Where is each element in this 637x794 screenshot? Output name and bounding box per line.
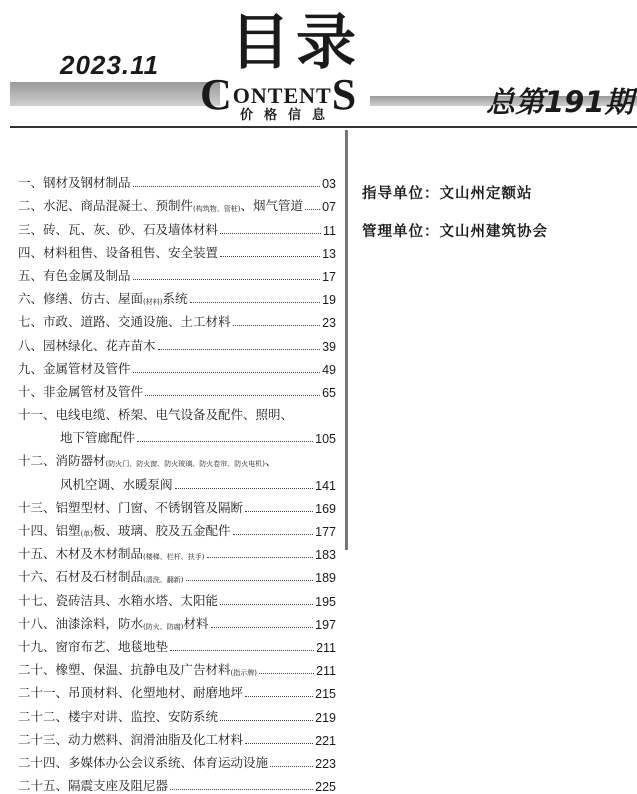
- toc-label: 材料租售、设备租售、安全装置: [43, 244, 219, 260]
- toc-label: 铝塑: [55, 523, 81, 538]
- toc-leader-dots: [220, 720, 313, 721]
- toc-number: 十八、: [18, 615, 56, 631]
- toc-page-number: 19: [322, 293, 336, 308]
- toc-leader-dots: [133, 372, 321, 373]
- toc-note: (构筑物、管桩): [193, 205, 241, 214]
- toc-page-number: 219: [315, 710, 336, 725]
- toc-label: 砖、瓦、灰、砂、石及墙体材料: [43, 221, 219, 237]
- manage-unit: 管理单位：文山州建筑协会: [362, 224, 548, 240]
- guide-unit: 指导单位：文山州定额站: [362, 186, 533, 202]
- toc-label: 市政、道路、交通设施、土工材料: [43, 314, 231, 330]
- contents-first-letter: C: [200, 70, 233, 119]
- toc-number: 十四、: [18, 523, 56, 538]
- toc-label: 瓷砖洁具、水箱水塔、太阳能: [55, 592, 219, 608]
- toc-entry[interactable]: [18, 632, 336, 655]
- toc-leader-dots: [305, 209, 320, 210]
- toc-entry[interactable]: [18, 771, 336, 794]
- toc-number: 十三、: [18, 499, 56, 515]
- toc-page-number: 211: [316, 640, 336, 655]
- toc-leader-dots: [186, 580, 314, 581]
- toc-leader-dots: [233, 534, 314, 535]
- toc-leader-dots: [259, 673, 314, 674]
- toc-label: 风机空调、水暖泵阀: [60, 476, 173, 492]
- toc-entry[interactable]: [18, 168, 336, 191]
- toc-number: 四、: [18, 244, 44, 260]
- toc-number: 二十五、: [18, 778, 69, 794]
- toc-label-tail: 材料: [183, 615, 209, 631]
- subtitle: 价格信息: [240, 108, 337, 123]
- issue-number: 总第191期: [486, 85, 634, 119]
- toc-label: 油漆涂料，防水: [55, 615, 144, 631]
- toc-label-tail: 板、玻璃、胶及五金配件: [93, 523, 231, 538]
- contents-last-letter: S: [331, 70, 358, 119]
- toc-entry[interactable]: [18, 725, 336, 748]
- toc-entry[interactable]: [18, 655, 336, 678]
- toc-note: (楼梯、栏杆、扶手): [143, 553, 205, 562]
- toc-page-number: 177: [315, 525, 336, 539]
- toc-entry[interactable]: [18, 377, 336, 400]
- toc-number: 三、: [18, 221, 44, 237]
- toc-number: 二十二、: [18, 708, 69, 724]
- toc-number: 十七、: [18, 592, 56, 608]
- toc-leader-dots: [137, 441, 313, 442]
- toc-page-number: 49: [322, 362, 336, 377]
- header-band-left: [10, 82, 220, 106]
- toc-leader-dots: [207, 557, 314, 558]
- toc-entry[interactable]: [18, 446, 336, 469]
- toc-page-number: 105: [315, 432, 336, 447]
- toc-page-number: 07: [322, 200, 336, 215]
- toc-number: 六、: [18, 291, 44, 307]
- toc-entry[interactable]: [18, 469, 336, 492]
- toc-label: 楼宇对讲、监控、安防系统: [68, 708, 219, 724]
- toc-page-number: 39: [322, 339, 336, 354]
- toc-label: 电线电缆、桥架、电气设备及配件、照明、: [55, 407, 294, 423]
- toc-number: 二、: [18, 198, 44, 214]
- toc-page-number: 195: [315, 594, 336, 609]
- toc-entry[interactable]: [18, 400, 336, 423]
- toc-entry[interactable]: [18, 238, 336, 261]
- toc-page-number: 215: [315, 687, 336, 702]
- toc-label: 动力燃料、润滑油脂及化工材料: [68, 731, 244, 747]
- toc-leader-dots: [270, 766, 313, 767]
- toc-entry[interactable]: [18, 585, 336, 608]
- toc-entry[interactable]: [18, 284, 336, 307]
- toc-note: (防火门、防火窗、防火玻璃、防火卷帘、防火电机): [105, 460, 265, 469]
- toc-page-number: 169: [315, 501, 336, 516]
- toc-page-number: 197: [315, 617, 336, 632]
- toc-entry[interactable]: [18, 678, 336, 701]
- column-divider: [345, 130, 348, 550]
- toc-number: 十、: [18, 383, 44, 399]
- toc-label: 有色金属及制品: [43, 267, 131, 283]
- toc-number: 十九、: [18, 638, 56, 654]
- toc-leader-dots: [245, 743, 313, 744]
- toc-note: (单): [80, 530, 93, 538]
- toc-page-number: 189: [315, 571, 336, 586]
- toc-entry[interactable]: [18, 516, 336, 539]
- toc-entry[interactable]: [18, 701, 336, 724]
- toc-leader-dots: [145, 395, 320, 396]
- toc-label: 吊顶材料、化塑地材、耐磨地坪: [68, 685, 244, 701]
- toc-entry[interactable]: [18, 354, 336, 377]
- toc-entry[interactable]: [18, 330, 336, 353]
- toc-entry[interactable]: [18, 423, 336, 446]
- toc-number: 五、: [18, 267, 44, 283]
- toc-label: 窗帘布艺、地毯地垫: [55, 638, 169, 654]
- toc-leader-dots: [133, 186, 321, 187]
- toc-entry[interactable]: [18, 493, 336, 516]
- toc-page-number: 183: [315, 548, 336, 563]
- toc-entry[interactable]: [18, 214, 336, 237]
- toc-label: 园林绿化、花卉苗木: [43, 337, 156, 353]
- toc-page-number: 13: [322, 246, 336, 261]
- toc-label: 石材及石材制品: [55, 569, 144, 585]
- toc-page-number: 65: [322, 385, 336, 400]
- page-title: 目录: [230, 8, 362, 78]
- toc-label: 木材及木材制品: [55, 546, 144, 562]
- toc-page-number: 141: [315, 478, 336, 493]
- toc-leader-dots: [170, 789, 313, 790]
- toc-leader-dots: [220, 604, 313, 605]
- toc-leader-dots: [158, 349, 321, 350]
- toc-label: 非金属管材及管件: [43, 383, 144, 399]
- toc-leader-dots: [245, 696, 313, 697]
- toc-leader-dots: [220, 256, 320, 257]
- toc-number: 十一、: [18, 407, 56, 423]
- toc-number: 十五、: [18, 546, 56, 562]
- toc-number: 二十四、: [18, 754, 69, 770]
- toc-page-number: 03: [322, 177, 336, 192]
- toc-entry[interactable]: [18, 609, 336, 632]
- toc-page-number: 23: [322, 316, 336, 331]
- toc-leader-dots: [170, 650, 314, 651]
- toc-label: 地下管廊配件: [60, 430, 136, 446]
- toc-page-number: 221: [315, 733, 336, 748]
- toc-number: 七、: [18, 314, 44, 330]
- toc-number: 十二、: [18, 453, 56, 469]
- toc-page-number: 11: [323, 223, 336, 238]
- toc-note: (指示牌): [230, 669, 257, 678]
- toc-number: 二十三、: [18, 731, 69, 747]
- toc-label-tail: 系统: [162, 291, 188, 307]
- toc-note: (清洗、翻新): [143, 576, 184, 585]
- toc-leader-dots: [175, 488, 314, 489]
- toc-entry[interactable]: [18, 539, 336, 562]
- toc-label: 修缮、仿古、屋面: [43, 291, 144, 307]
- toc-label: 消防器材: [55, 453, 106, 469]
- toc-note: (材料): [143, 298, 163, 307]
- toc-number: 八、: [18, 337, 44, 353]
- toc-label: 铝塑型材、门窗、不锈钢管及隔断: [55, 499, 244, 515]
- toc-label-tail: 、烟气管道: [240, 198, 304, 214]
- contents-middle: ONTENT: [232, 83, 332, 108]
- toc-leader-dots: [133, 279, 321, 280]
- toc-label: 多媒体办公会议系统、体育运动设施: [68, 754, 269, 770]
- toc-label: 隔震支座及阻尼器: [68, 778, 169, 794]
- header-divider: [10, 126, 637, 128]
- toc-leader-dots: [245, 511, 313, 512]
- toc-leader-dots: [190, 302, 321, 303]
- toc-entry[interactable]: [18, 562, 336, 585]
- toc-leader-dots: [211, 627, 314, 628]
- toc-number: 九、: [18, 360, 44, 376]
- toc-page-number: 211: [316, 664, 336, 679]
- toc-number: 二十一、: [18, 685, 69, 701]
- toc-note: (防火、防腐): [143, 622, 184, 631]
- toc-page-number: 225: [315, 780, 336, 794]
- toc-page-number: 223: [315, 756, 336, 771]
- toc-number: 二十、: [18, 662, 56, 678]
- toc-label: 橡塑、保温、抗静电及广告材料: [55, 662, 231, 678]
- toc-leader-dots: [233, 325, 321, 326]
- toc-entry[interactable]: [18, 748, 336, 771]
- table-of-contents: [18, 168, 336, 794]
- toc-number: 十六、: [18, 569, 56, 585]
- toc-label: 金属管材及管件: [43, 360, 131, 376]
- toc-label: 钢材及钢材制品: [43, 175, 131, 191]
- toc-entry[interactable]: [18, 307, 336, 330]
- toc-entry[interactable]: [18, 261, 336, 284]
- toc-leader-dots: [220, 233, 321, 234]
- toc-page-number: 17: [322, 269, 336, 284]
- toc-label: 水泥、商品混凝土、预制件: [43, 198, 194, 214]
- issue-date: 2023.11: [60, 50, 160, 80]
- toc-label-tail: 、: [265, 453, 278, 469]
- toc-number: 一、: [18, 175, 44, 191]
- toc-entry[interactable]: [18, 191, 336, 214]
